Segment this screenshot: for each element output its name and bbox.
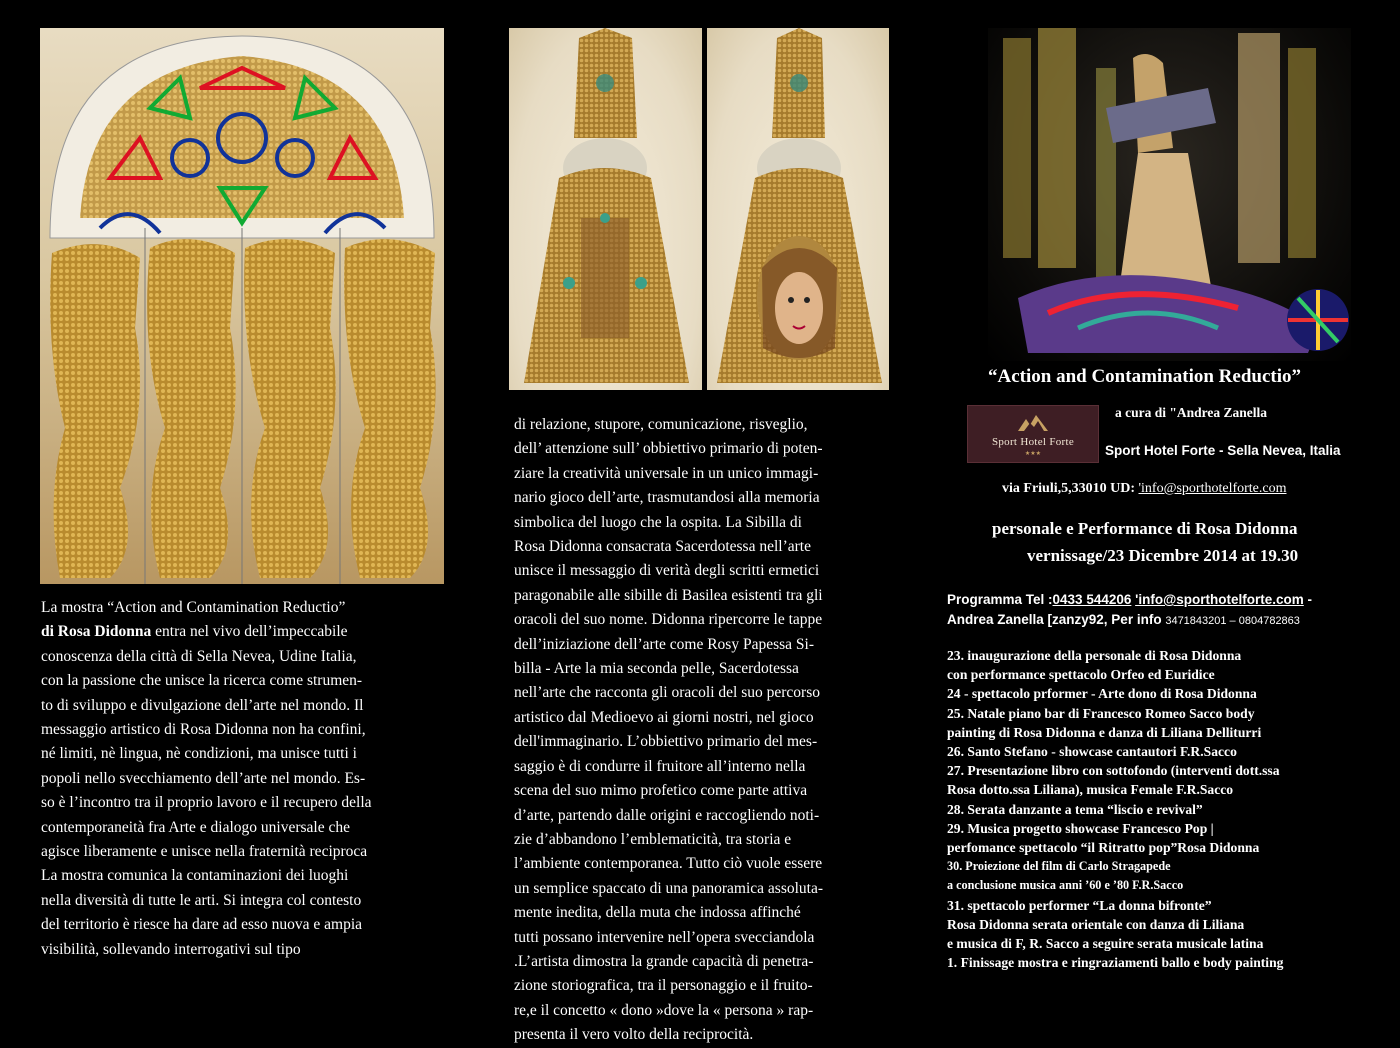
address-line [1002, 481, 1287, 497]
artist-name: di Rosa Didonna [41, 623, 152, 641]
programme-item: 1. Finissage mostra e ringraziamenti ballo e body painting [947, 955, 1284, 971]
text-line: billa - Arte la mia seconda pelle, Sacerdotessa [514, 660, 799, 678]
text-line: so è l’incontro tra il proprio lavoro e il recupero della [41, 794, 372, 812]
text-line: dell’ attenzione sull’ obbiettivo primario di poten- [514, 440, 823, 458]
text-line: un semplice spaccato di una panoramica assoluta- [514, 879, 824, 897]
text-line: nell’arte che racconta gli oracoli del suo percorso [514, 684, 820, 702]
programme-item: Rosa dotto.ssa Liliana), musica Female F.R.Sacco [947, 782, 1234, 798]
vernissage-date: vernissage/23 Dicembre 2014 at 19.30 [1027, 546, 1299, 565]
text-line: né limiti, nè lingua, nè condizioni, ma unisce tutti i [41, 745, 357, 763]
contact-phones: 3471843201 – 0804782863 [1165, 615, 1300, 627]
text-line: contemporaneità fra Arte e dialogo universale che [41, 818, 351, 836]
hotel-logo-text: Sport Hotel Forte [991, 436, 1075, 448]
text-line: La mostra comunica la contaminazioni dei luoghi [41, 867, 349, 885]
artwork-photo-arch-panels [40, 28, 444, 584]
text-line: di relazione, stupore, comunicazione, risveglio, [514, 416, 808, 433]
curator-line: a cura di "Andrea Zanella [1115, 405, 1268, 420]
left-text-column [41, 596, 441, 962]
exhibition-subtitle: personale e Performance di Rosa Didonna [992, 519, 1298, 538]
text-line: agisce liberamente e unisce nella fraternità reciproca [41, 843, 368, 861]
hotel-line: Sport Hotel Forte - Sella Nevea, Italia [1105, 443, 1341, 458]
programme-item: Rosa Didonna serata orientale con danza di Liliana [947, 916, 1245, 932]
programme-item: 26. Santo Stefano - showcase cantautori F.R.Sacco [947, 744, 1237, 760]
programme-item: e musica di F, R. Sacco a seguire serata musicale latina [947, 936, 1264, 952]
text-line: artistico dal Medioevo ai giorni nostri, nel gioco [514, 708, 814, 726]
hotel-logo-stars: ★★★ [1024, 451, 1042, 457]
text-line: conoscenza della città di Sella Nevea, Udine Italia, [41, 647, 357, 665]
middle-text-column [514, 413, 886, 1048]
contact-person-line [947, 612, 1300, 627]
text-line: scena del suo mimo profetico come parte attiva [514, 782, 808, 800]
programme-item: con performance spettacolo Orfeo ed Euridice [947, 667, 1215, 683]
text-line: nario gioco dell’arte, trasmutandosi alla memoria [514, 489, 820, 507]
address-text: via Friuli,5,33010 UD: [1002, 481, 1139, 496]
artwork-photo-performance-stage [988, 28, 1351, 361]
programme-item: painting di Rosa Didonna e danza di Liliana Delliturri [947, 724, 1262, 740]
text-line [41, 620, 441, 644]
text-line: messaggio artistico di Rosa Didonna non ha confini, [41, 721, 366, 739]
programme-email-link[interactable]: 'info@sporthotelforte.com [1135, 592, 1304, 607]
text-line: saggio è di condurre il fruitore all’interno nella [514, 757, 806, 775]
programme-item: 30. Proiezione del film di Carlo Stragapede [947, 859, 1171, 874]
hotel-logo [967, 405, 1099, 463]
text-line: nella diversità di tutte le arti. Si integra col contesto [41, 891, 362, 909]
programme-contact-line [947, 592, 1312, 607]
artwork-photo-sibilla-back [707, 28, 889, 390]
event-title: “Action and Contamination Reductio” [988, 366, 1301, 387]
text-line: zione storiografica, tra il personaggio e il fruito- [514, 977, 813, 995]
text-line: paragonabile alle sibille di Basilea esistenti tra gli [514, 586, 823, 604]
text-line: .L’artista dimostra la grande capacità di penetra- [514, 952, 814, 970]
email-link[interactable]: 'info@sporthotelforte.com [1138, 481, 1287, 496]
programme-item: 27. Presentazione libro con sottofondo (interventi dott.ssa [947, 763, 1280, 779]
text-line: tutti possano intervenire nell’opera svecciandola [514, 928, 815, 946]
programme-item: a conclusione musica anni ’60 e ’80 F.R.Sacco [947, 878, 1184, 893]
programme-label: Programma Tel : [947, 592, 1053, 607]
text-line: unisce il messaggio di verità degli scritti ermetici [514, 562, 820, 580]
text-line: La mostra “Action and Contamination Reductio” [41, 599, 346, 616]
programme-item: 29. Musica progetto showcase Francesco Pop | [947, 820, 1214, 836]
text-line: mente inedita, della muta che indossa affinché [514, 904, 801, 922]
text-line: l’ambiente contemporanea. Tutto ciò vuole essere [514, 855, 823, 873]
programme-item: 25. Natale piano bar di Francesco Romeo Sacco body [947, 705, 1255, 721]
programme-dash: - [1303, 592, 1313, 607]
text-line: visibilità, sollevando interrogativi sul tipo [41, 940, 301, 958]
text-line: re,e il concetto « dono »dove la « persona » rap- [514, 1001, 814, 1019]
contact-name: Andrea Zanella [zanzy92, Per info [947, 612, 1166, 627]
text-line: d’arte, partendo dalle origini e raccogliendo noti- [514, 806, 820, 824]
programme-item: 28. Serata danzante a tema “liscio e revival” [947, 801, 1203, 817]
phone-link[interactable]: 0433 544206 [1052, 592, 1132, 607]
text-line-rest: entra nel vivo dell’impeccabile [151, 623, 348, 641]
programme-item: 31. spettacolo performer “La donna bifronte” [947, 897, 1212, 913]
artwork-photo-sibilla-front [509, 28, 702, 390]
text-line: zie d’abbandono l’emblematicità, tra storia e [514, 830, 792, 848]
text-line: popoli nello svecchiamento dell’arte nel mondo. Es- [41, 769, 366, 787]
programme-item: perfomance spettacolo “il Ritratto pop”Rosa Didonna [947, 840, 1260, 856]
text-line: simbolica del luogo che la ospita. La Sibilla di [514, 513, 802, 531]
text-line: to di sviluppo e divulgazione dell’arte nel mondo. Il [41, 696, 364, 714]
globalart-logo [1287, 289, 1349, 351]
text-line: con la passione che unisce la ricerca come strumen- [41, 672, 363, 690]
programme-item: 23. inaugurazione della personale di Rosa Didonna [947, 648, 1242, 663]
text-line: del territorio è riesce ha dare ad esso nuova e ampia [41, 916, 363, 934]
text-line: dell'immaginario. L’obbiettivo primario del mes- [514, 733, 818, 751]
text-line: oracoli del suo nome. Didonna ripercorre le tappe [514, 611, 823, 629]
programme-item: 24 - spettacolo prformer - Arte dono di Rosa Didonna [947, 686, 1257, 702]
text-line: Rosa Didonna consacrata Sacerdotessa nell’arte [514, 538, 811, 556]
mountain-logo-icon [1018, 413, 1048, 433]
text-line: ziare la creatività universale in un unico immagi- [514, 464, 819, 482]
programme-list [947, 646, 1377, 972]
text-line: presenta il vero volto della reciprocità. [514, 1026, 754, 1044]
text-line: dell’iniziazione dell’arte come Rosy Papessa Si- [514, 635, 815, 653]
